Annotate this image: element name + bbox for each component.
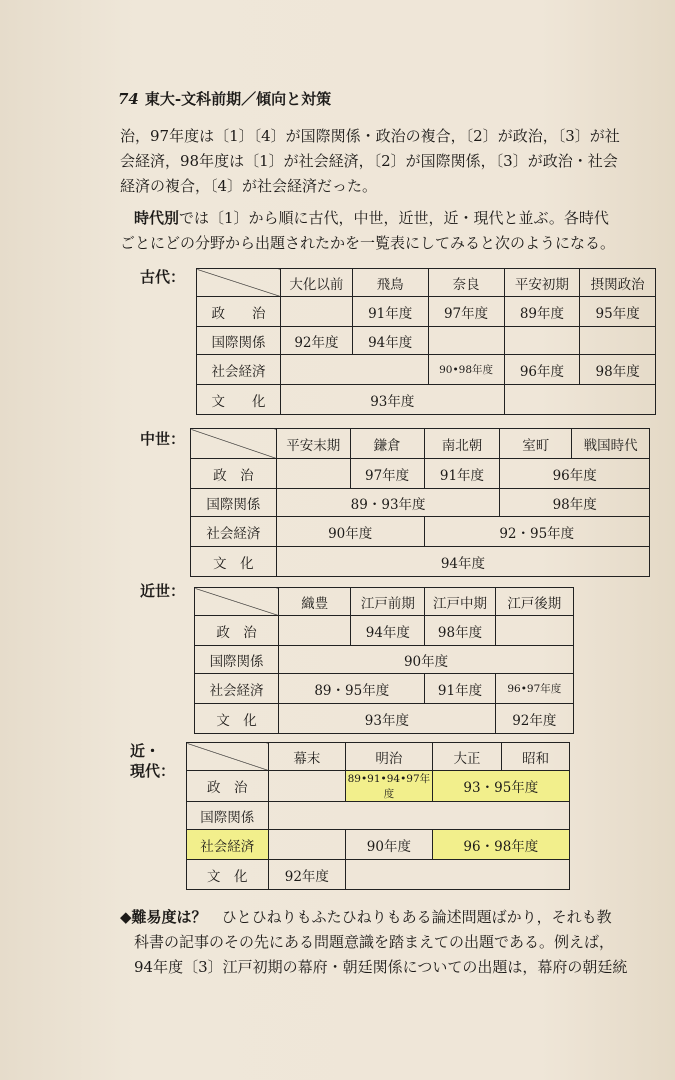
row-header: 政 治 [197,297,281,327]
row-header: 社会経済 [195,674,279,704]
table-cell: 90•98年度 [428,355,504,385]
era-label-kingendai [130,741,175,781]
row-header: 社会経済 [197,355,281,385]
row-header: 政 治 [195,616,279,646]
table-cell: 94年度 [351,616,425,646]
row-header: 文 化 [187,860,269,890]
table-cell: 89・95年度 [279,674,425,704]
table-cell: 96年度 [504,355,580,385]
text-line [120,206,650,231]
table-cell: 98年度 [500,489,650,517]
table-cell: 90年度 [346,830,433,860]
paragraph-difficulty [120,905,650,980]
table-cell [428,327,504,355]
diagonal-header [191,429,277,459]
text-line [120,905,650,930]
table-cell [268,830,345,860]
table-kodai [196,268,656,415]
page-header [118,88,331,109]
text-line: 会経済，98年度は〔1〕が社会経済，〔2〕が国際関係，〔3〕が政治・社会 [120,152,618,170]
col-header: 戦国時代 [572,429,650,459]
col-header: 江戸中期 [425,588,495,616]
table-cell: 91年度 [424,459,500,489]
table-cell: 91年度 [352,297,428,327]
bold-term: 時代別 [134,209,180,227]
table-cell: 94年度 [352,327,428,355]
table-cell: 89・93年度 [276,489,500,517]
text-span: では〔1〕から順に古代，中世，近世，近・現代と並ぶ。各時代 [179,209,609,227]
text-span: ひとひねりもふたひねりもある論述問題ばかり，それも教 [221,908,612,926]
table-cell [279,616,351,646]
table-cell: 91年度 [425,674,495,704]
table-cell: 93年度 [281,385,505,415]
col-header: 幕末 [268,743,345,771]
table-cell: 89年度 [504,297,580,327]
row-header: 国際関係 [195,646,279,674]
col-header: 平安末期 [276,429,350,459]
table-cell [346,860,570,890]
row-header: 国際関係 [197,327,281,355]
col-header: 奈良 [428,269,504,297]
col-header: 明治 [346,743,433,771]
col-header: 江戸前期 [351,588,425,616]
text-line: 経済の複合，〔4〕が社会経済だった。 [120,177,378,195]
diagonal-header [187,743,269,771]
era-label-kodai: 古代： [140,268,186,286]
row-header: 国際関係 [187,802,269,830]
page-number: 74 [118,90,139,108]
bold-term: ◆難易度は？ [120,908,207,926]
row-header: 社会経済 [191,517,277,547]
text-line: ごとにどの分野から出題されたかを一覧表にしてみると次のようになる。 [120,234,616,252]
era-label-kinsei: 近世： [140,582,186,600]
era-label-line: 近・ [130,742,161,760]
table-cell [268,771,345,802]
table-cell [352,355,428,385]
table-cell: 97年度 [428,297,504,327]
col-header: 飛鳥 [352,269,428,297]
table-cell [504,327,580,355]
text-line: 治，97年度は〔1〕〔4〕が国際関係・政治の複合，〔2〕が政治，〔3〕が社 [120,127,620,145]
text-line: 94年度〔3〕江戸初期の幕府・朝廷関係についての出題は，幕府の朝廷統 [134,958,628,976]
row-header: 文 化 [197,385,281,415]
table-cell: 90年度 [276,517,424,547]
table-cell [281,297,353,327]
row-header: 文 化 [195,704,279,734]
col-header: 昭和 [502,743,570,771]
text-line: 科書の記事のその先にある問題意識を踏まえての出題である。例えば， [134,933,615,951]
row-header: 社会経済 [187,830,269,860]
table-cell: 94年度 [276,547,649,577]
table-cell: 98年度 [425,616,495,646]
table-cell [495,616,573,646]
row-header: 政 治 [191,459,277,489]
col-header: 摂関政治 [580,269,656,297]
table-cell: 93・95年度 [432,771,569,802]
row-header: 国際関係 [191,489,277,517]
paragraph-intro [120,124,650,199]
table-cell [276,459,350,489]
col-header: 鎌倉 [350,429,424,459]
diagonal-header [197,269,281,297]
table-cell: 97年度 [350,459,424,489]
era-label-chusei: 中世： [140,430,186,448]
col-header: 大化以前 [281,269,353,297]
table-kingendai [186,742,570,890]
table-cell: 96年度 [500,459,650,489]
table-cell: 96・98年度 [432,830,569,860]
diagonal-header [195,588,279,616]
table-cell: 90年度 [279,646,574,674]
table-cell: 98年度 [580,355,656,385]
table-chusei [190,428,650,577]
table-cell: 92年度 [495,704,573,734]
page-title: 東大-文科前期／傾向と対策 [144,90,332,108]
table-cell: 89•91•94•97年度 [346,771,433,802]
col-header: 織豊 [279,588,351,616]
table-cell [580,327,656,355]
table-cell [504,385,655,415]
paragraph-period [120,206,650,256]
table-cell [268,802,569,830]
table-kinsei [194,587,574,734]
table-cell: 96•97年度 [495,674,573,704]
table-cell: 92年度 [281,327,353,355]
table-cell: 95年度 [580,297,656,327]
row-header: 文 化 [191,547,277,577]
col-header: 大正 [432,743,502,771]
row-header: 政 治 [187,771,269,802]
table-cell: 92年度 [268,860,345,890]
col-header: 平安初期 [504,269,580,297]
table-cell: 92・95年度 [424,517,649,547]
era-label-line: 現代： [130,762,176,780]
col-header: 南北朝 [424,429,500,459]
table-cell [281,355,353,385]
table-cell: 93年度 [279,704,495,734]
col-header: 室町 [500,429,572,459]
col-header: 江戸後期 [495,588,573,616]
